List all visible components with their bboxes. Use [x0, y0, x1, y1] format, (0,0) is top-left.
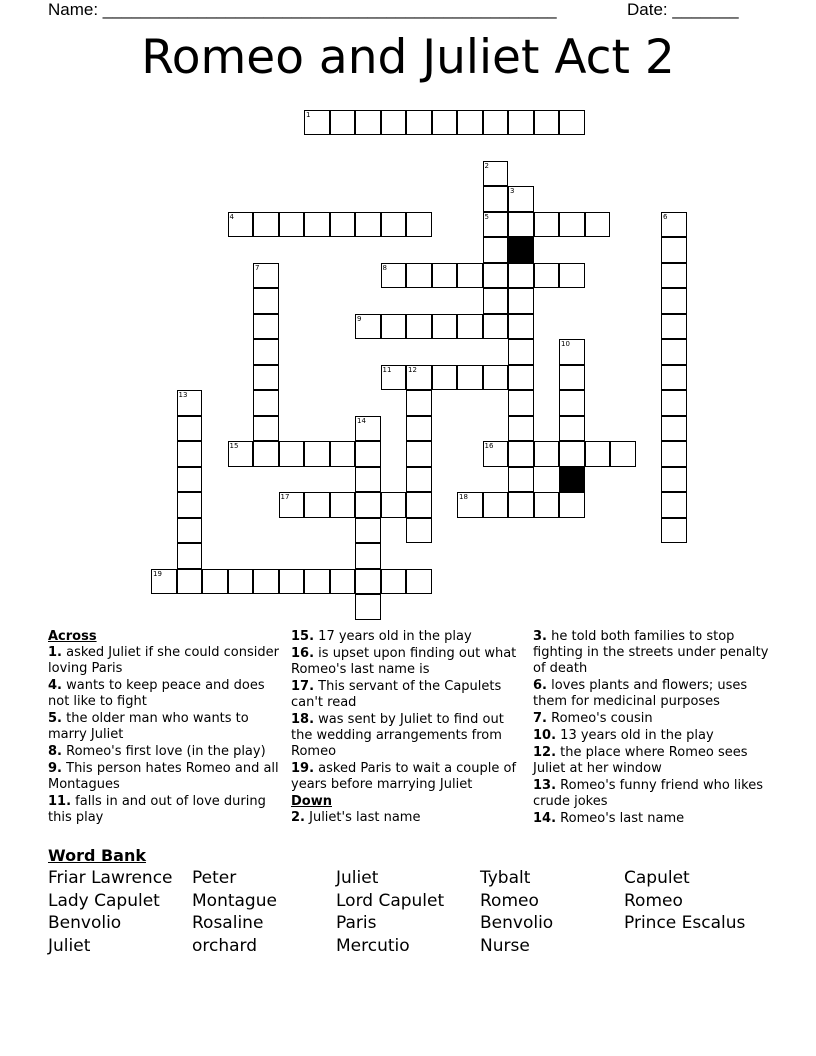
- grid-cell[interactable]: [508, 212, 534, 238]
- clue-item: 14. Romeo's last name: [533, 811, 685, 826]
- grid-cell[interactable]: [661, 339, 687, 365]
- grid-cell[interactable]: [406, 390, 432, 416]
- grid-cell[interactable]: [457, 365, 483, 391]
- grid-cell[interactable]: [432, 365, 458, 391]
- clue-item: 18. was sent by Juliet to find out the wedding arrangements from Romeo: [291, 712, 504, 759]
- word-bank-item: Benvolio: [480, 913, 554, 933]
- across-list-1: [48, 645, 286, 826]
- grid-cell[interactable]: [661, 212, 687, 238]
- grid-cell[interactable]: [661, 441, 687, 467]
- grid-cell[interactable]: [534, 441, 560, 467]
- grid-cell[interactable]: [381, 365, 407, 391]
- grid-cell[interactable]: [559, 263, 585, 289]
- grid-cell[interactable]: [661, 288, 687, 314]
- word-bank-item: Montague: [192, 891, 277, 911]
- word-bank-item: orchard: [192, 936, 258, 956]
- grid-cell[interactable]: [661, 237, 687, 263]
- grid-cell[interactable]: [228, 569, 254, 595]
- grid-cell[interactable]: [508, 441, 534, 467]
- grid-cell[interactable]: [330, 110, 356, 136]
- grid-cell[interactable]: [253, 314, 279, 340]
- clue-item: 12. the place where Romeo sees Juliet at her window: [533, 745, 748, 776]
- page-title: Romeo and Juliet Act 2: [141, 30, 675, 85]
- grid-cell[interactable]: [508, 110, 534, 136]
- grid-cell[interactable]: [177, 416, 203, 442]
- clue-item: 16. is upset upon finding out what Romeo's last name is: [291, 646, 517, 677]
- grid-cell[interactable]: [661, 492, 687, 518]
- grid-cell[interactable]: [355, 518, 381, 544]
- grid-cell[interactable]: [355, 543, 381, 569]
- clue-number: 19: [153, 569, 162, 578]
- word-bank-item: Prince Escalus: [624, 913, 746, 933]
- grid-cell[interactable]: [559, 110, 585, 136]
- grid-cell[interactable]: [508, 339, 534, 365]
- grid-cell[interactable]: [355, 467, 381, 493]
- grid-cell[interactable]: [406, 212, 432, 238]
- grid-cell[interactable]: [253, 263, 279, 289]
- grid-cell[interactable]: [432, 314, 458, 340]
- clue-number: 5: [484, 212, 489, 221]
- grid-cell[interactable]: [559, 339, 585, 365]
- grid-cell[interactable]: [534, 492, 560, 518]
- grid-cell[interactable]: [406, 441, 432, 467]
- grid-cell[interactable]: [330, 492, 356, 518]
- date-label: Date:: [627, 0, 673, 19]
- grid-cell[interactable]: [330, 441, 356, 467]
- clue-item: 8. Romeo's first love (in the play): [48, 744, 266, 759]
- grid-cell[interactable]: [279, 492, 305, 518]
- black-cell: [508, 237, 534, 263]
- clues-column-2: [291, 629, 529, 827]
- clue-number: 12: [408, 365, 417, 374]
- grid-cell[interactable]: [406, 467, 432, 493]
- grid-cell[interactable]: [661, 263, 687, 289]
- grid-cell[interactable]: [661, 467, 687, 493]
- grid-cell[interactable]: [432, 263, 458, 289]
- clue-number: 17: [280, 493, 290, 501]
- grid-cell[interactable]: [406, 569, 432, 595]
- clue-item: 15. 17 years old in the play: [291, 629, 472, 644]
- word-bank-item: Lady Capulet: [48, 891, 160, 911]
- across-list-2: [291, 629, 529, 793]
- grid-cell[interactable]: [483, 237, 509, 263]
- grid-cell[interactable]: [559, 416, 585, 442]
- clue-item: 1. asked Juliet if she could consider loving Paris: [48, 645, 279, 676]
- grid-cell[interactable]: [253, 390, 279, 416]
- clue-number: 13: [178, 391, 188, 399]
- grid-cell[interactable]: [483, 161, 509, 187]
- clue-number: 3: [510, 187, 515, 195]
- grid-cell[interactable]: [177, 467, 203, 493]
- grid-cell[interactable]: [253, 288, 279, 314]
- clue-item: 9. This person hates Romeo and all Montagues: [48, 761, 279, 792]
- grid-cell[interactable]: [483, 288, 509, 314]
- word-bank-item: Capulet: [624, 868, 690, 888]
- clue-number: 10: [561, 340, 570, 348]
- clue-number: 15: [229, 442, 239, 450]
- grid-cell[interactable]: [406, 263, 432, 289]
- grid-cell[interactable]: [253, 339, 279, 365]
- grid-cell[interactable]: [202, 569, 228, 595]
- clue-number: 2: [484, 161, 489, 170]
- clue-item: 3. he told both families to stop fighting in the streets under penalty of death: [533, 629, 769, 676]
- grid-cell[interactable]: [661, 390, 687, 416]
- grid-cell[interactable]: [330, 212, 356, 238]
- grid-cell[interactable]: [381, 314, 407, 340]
- word-bank-item: Nurse: [480, 936, 530, 956]
- grid-cell[interactable]: [381, 492, 407, 518]
- grid-cell[interactable]: [483, 212, 509, 238]
- word-bank-item: Juliet: [336, 868, 379, 888]
- grid-cell[interactable]: [432, 110, 458, 136]
- grid-cell[interactable]: [610, 441, 636, 467]
- clue-item: 17. This servant of the Capulets can't read: [291, 679, 502, 710]
- grid-cell[interactable]: [559, 212, 585, 238]
- clue-item: 6. loves plants and flowers; uses them for medicinal purposes: [533, 678, 748, 709]
- grid-cell[interactable]: [406, 518, 432, 544]
- word-bank-item: Tybalt: [480, 868, 531, 888]
- clue-item: 10. 13 years old in the play: [533, 728, 714, 743]
- clue-number: 14: [357, 416, 366, 425]
- word-bank-item: Rosaline: [192, 913, 264, 933]
- grid-cell[interactable]: [534, 212, 560, 238]
- grid-cell[interactable]: [177, 441, 203, 467]
- grid-cell[interactable]: [304, 569, 330, 595]
- grid-cell[interactable]: [228, 441, 254, 467]
- grid-cell[interactable]: [457, 492, 483, 518]
- grid-cell[interactable]: [355, 110, 381, 136]
- word-bank-title: Word Bank: [48, 846, 147, 865]
- clue-item: 19. asked Paris to wait a couple of years before marrying Juliet: [291, 761, 517, 792]
- word-bank-item: Juliet: [48, 936, 91, 956]
- grid-cell[interactable]: [559, 441, 585, 467]
- grid-cell[interactable]: [381, 263, 407, 289]
- word-bank-item: Romeo: [624, 891, 683, 911]
- grid-cell[interactable]: [483, 186, 509, 212]
- grid-cell[interactable]: [355, 314, 381, 340]
- grid-cell[interactable]: [406, 492, 432, 518]
- grid-cell[interactable]: [177, 518, 203, 544]
- word-bank-item: Peter: [192, 868, 237, 888]
- grid-cell[interactable]: [253, 212, 279, 238]
- grid-cell[interactable]: [355, 492, 381, 518]
- clue-number: 9: [357, 314, 362, 323]
- grid-cell[interactable]: [381, 569, 407, 595]
- grid-cell[interactable]: [661, 314, 687, 340]
- grid-cell[interactable]: [253, 365, 279, 391]
- grid-cell[interactable]: [406, 110, 432, 136]
- clue-number: 11: [382, 365, 392, 374]
- grid-cell[interactable]: [355, 441, 381, 467]
- grid-cell[interactable]: [508, 288, 534, 314]
- grid-cell[interactable]: [661, 518, 687, 544]
- clue-item: 5. the older man who wants to marry Juliet: [48, 711, 249, 742]
- grid-cell[interactable]: [406, 314, 432, 340]
- grid-cell[interactable]: [483, 365, 509, 391]
- across-heading: Across: [48, 629, 97, 644]
- clue-number: 4: [229, 212, 234, 221]
- grid-cell[interactable]: [355, 594, 381, 620]
- grid-cell[interactable]: [661, 365, 687, 391]
- grid-cell[interactable]: [279, 212, 305, 238]
- word-bank-item: Friar Lawrence: [48, 868, 173, 888]
- grid-cell[interactable]: [177, 569, 203, 595]
- word-bank-item: Benvolio: [48, 913, 122, 933]
- clue-item: 2. Juliet's last name: [291, 810, 421, 825]
- grid-cell[interactable]: [483, 263, 509, 289]
- grid-cell[interactable]: [253, 416, 279, 442]
- name-line[interactable]: ________________________________________________: [102, 0, 557, 19]
- word-bank-item: Paris: [336, 913, 377, 933]
- grid-cell[interactable]: [508, 492, 534, 518]
- grid-cell[interactable]: [534, 263, 560, 289]
- grid-cell[interactable]: [406, 365, 432, 391]
- word-bank-item: Lord Capulet: [336, 891, 445, 911]
- clue-number: 6: [663, 212, 668, 221]
- grid-cell[interactable]: [585, 212, 611, 238]
- grid-cell[interactable]: [304, 212, 330, 238]
- grid-cell[interactable]: [406, 416, 432, 442]
- grid-cell[interactable]: [304, 110, 330, 136]
- grid-cell[interactable]: [508, 390, 534, 416]
- grid-cell[interactable]: [177, 492, 203, 518]
- grid-cell[interactable]: [508, 365, 534, 391]
- clue-number: 16: [484, 442, 494, 450]
- grid-cell[interactable]: [355, 416, 381, 442]
- clue-number: 8: [382, 263, 387, 272]
- grid-cell[interactable]: [559, 492, 585, 518]
- grid-cell[interactable]: [381, 110, 407, 136]
- clue-item: 4. wants to keep peace and does not like to fight: [48, 678, 265, 709]
- grid-cell[interactable]: [585, 441, 611, 467]
- grid-cell[interactable]: [483, 110, 509, 136]
- down-heading: Down: [291, 794, 332, 809]
- grid-cell[interactable]: [457, 314, 483, 340]
- grid-cell[interactable]: [483, 492, 509, 518]
- grid-cell[interactable]: [457, 110, 483, 136]
- grid-cell[interactable]: [177, 543, 203, 569]
- clue-item: 11. falls in and out of love during this play: [48, 794, 266, 825]
- grid-cell[interactable]: [177, 390, 203, 416]
- grid-cell[interactable]: [304, 441, 330, 467]
- grid-cell[interactable]: [253, 569, 279, 595]
- grid-cell[interactable]: [355, 569, 381, 595]
- grid-cell[interactable]: [381, 212, 407, 238]
- grid-cell[interactable]: [508, 416, 534, 442]
- grid-cell[interactable]: [253, 441, 279, 467]
- grid-cell[interactable]: [355, 212, 381, 238]
- clue-item: 13. Romeo's funny friend who likes crude jokes: [533, 778, 763, 809]
- grid-cell[interactable]: [228, 212, 254, 238]
- clue-number: 18: [459, 493, 468, 501]
- grid-cell[interactable]: [559, 365, 585, 391]
- grid-cell[interactable]: [508, 263, 534, 289]
- grid-cell[interactable]: [661, 416, 687, 442]
- grid-cell[interactable]: [483, 314, 509, 340]
- grid-cell[interactable]: [508, 314, 534, 340]
- clues-column-1: [48, 629, 286, 827]
- name-label: Name:: [48, 0, 103, 19]
- clue-item: 7. Romeo's cousin: [533, 711, 653, 726]
- grid-cell[interactable]: [457, 263, 483, 289]
- down-list-2: [533, 629, 773, 827]
- down-list-1: [291, 810, 529, 826]
- grid-cell[interactable]: [559, 390, 585, 416]
- word-bank-item: Romeo: [480, 891, 539, 911]
- black-cell: [559, 467, 585, 493]
- grid-cell[interactable]: [508, 186, 534, 212]
- clue-number: 1: [306, 110, 311, 119]
- grid-cell[interactable]: [534, 110, 560, 136]
- clue-number: 7: [255, 263, 260, 272]
- word-bank-item: Mercutio: [336, 936, 410, 956]
- grid-cell[interactable]: [151, 569, 177, 595]
- clues-column-3: [533, 629, 773, 828]
- grid-cell[interactable]: [508, 467, 534, 493]
- grid-cell[interactable]: [304, 492, 330, 518]
- grid-cell[interactable]: [279, 569, 305, 595]
- date-line[interactable]: _______: [672, 0, 739, 19]
- grid-cell[interactable]: [330, 569, 356, 595]
- grid-cell[interactable]: [483, 441, 509, 467]
- grid-cell[interactable]: [279, 441, 305, 467]
